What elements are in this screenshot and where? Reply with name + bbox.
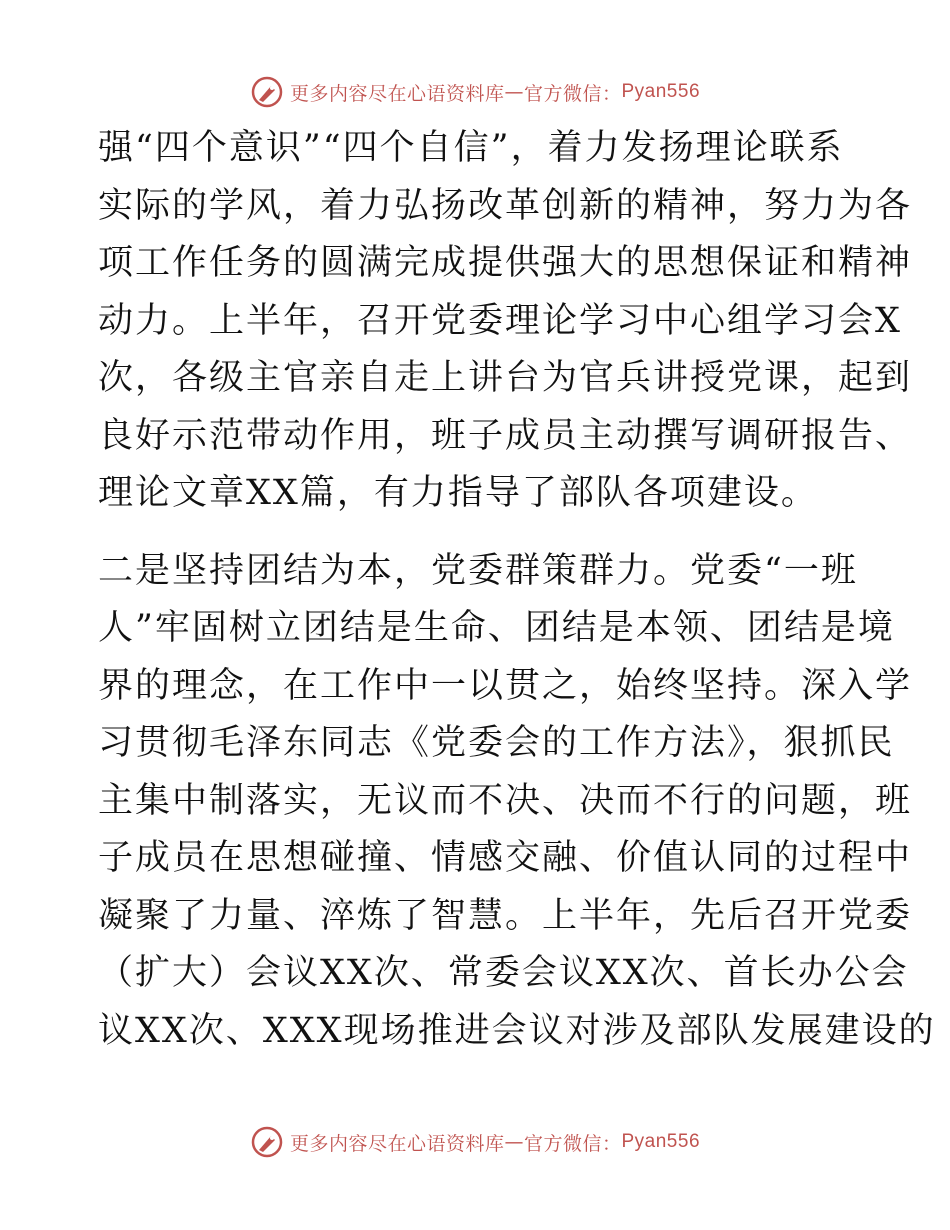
watermark-text: 更多内容尽在心语资料库 (289, 82, 505, 105)
paragraph-1 (98, 120, 913, 523)
text-line: 次，各级主官亲自走上讲台为官兵讲授党课，起到 (98, 358, 913, 398)
text-line: 项工作任务的圆满完成提供强大的思想保证和精神 (98, 243, 913, 283)
text-line: 界的理念，在工作中一以贯之，始终坚持。深入学 (98, 665, 913, 706)
text-line: 子成员在思想碰撞、情感交融、价值认同的过程中 (98, 838, 913, 878)
watermark-separator: — (504, 1131, 524, 1153)
watermark-handle: Pyan556 (621, 81, 701, 102)
watermark-label: 官方微信： (523, 82, 622, 105)
text-line: 良好示范带动作用，班子成员主动撰写调研报告、 (98, 415, 913, 456)
text-line: 实际的学风，着力弘扬改革创新的精神，努力为各 (98, 185, 913, 226)
text-line: 主集中制落实，无议而不决、决而不行的问题，班 (98, 780, 913, 821)
text-line: 人”牢固树立团结是生命、团结是本领、团结是境 (98, 608, 895, 648)
text-line: 习贯彻毛泽东同志《党委会的工作方法》，狠抓民 (98, 723, 895, 763)
watermark-text: 更多内容尽在心语资料库 (289, 1132, 505, 1155)
header-watermark (0, 72, 950, 112)
paragraph-2 (98, 543, 936, 1061)
watermark-separator: — (504, 81, 524, 103)
text-line: 议XX次、XXX现场推进会议对涉及部队发展建设的 (98, 1010, 936, 1051)
pen-nib-circle-icon (250, 1125, 284, 1159)
text-line: 动力。上半年，召开党委理论学习中心组学习会X (98, 300, 902, 341)
text-line: 强“四个意识”“四个自信”，着力发扬理论联系 (98, 128, 844, 168)
watermark-label: 官方微信： (523, 1132, 622, 1155)
pen-nib-circle-icon (250, 75, 284, 109)
document-body (98, 120, 936, 1060)
text-line: 凝聚了力量、淬炼了智慧。上半年，先后召开党委 (98, 895, 913, 936)
text-line: 理论文章XX篇，有力指导了部队各项建设。 (98, 473, 818, 513)
footer-watermark (0, 1122, 950, 1162)
text-line: 二是坚持团结为本，党委群策群力。党委“一班 (98, 550, 858, 591)
paragraph-spacer (98, 523, 858, 543)
watermark-handle: Pyan556 (621, 1131, 701, 1152)
text-line: （扩大）会议XX次、常委会议XX次、首长办公会 (98, 953, 909, 993)
